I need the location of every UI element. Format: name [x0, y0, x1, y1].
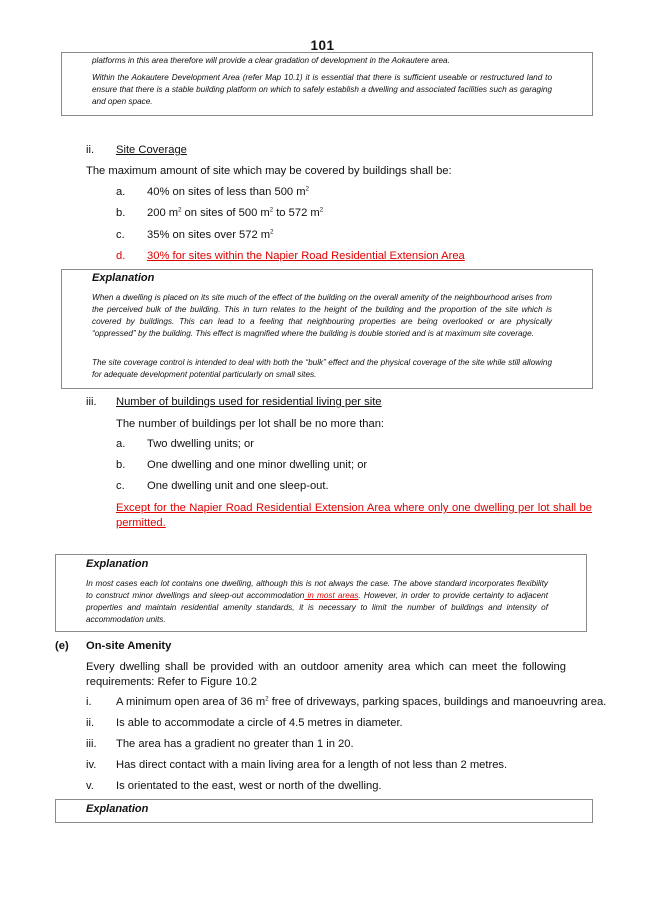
top-box-paragraph-1: platforms in this area therefore will provide a clear gradation of development in the Aokautere area. [92, 56, 450, 65]
buildings-intro: The number of buildings per lot shall be no more than: [116, 418, 385, 430]
site-coverage-intro: The maximum amount of site which may be covered by buildings shall be: [86, 165, 452, 177]
coverage-item-b: 200 $m^2$ on sites of 500 $m^2$ to 572 $m^2$ [147, 207, 324, 219]
page-number: 101 [310, 38, 335, 53]
coverage-item-label: d. [116, 250, 126, 262]
amenity-item-label: i. [86, 696, 92, 708]
buildings-item-label: b. [116, 459, 126, 471]
coverage-item-c: 35% on sites over 572 $m^2$ [147, 229, 274, 241]
amenity-item-label: iv. [86, 759, 97, 771]
explanation-3-heading: Explanation [86, 803, 149, 815]
explanation-1-paragraph-1: When a dwelling is placed on its site much of the effect of the building on the overall amenity of the neighbourhood arises from the perceived bulk of the building. This in turn relates to the height of the building and the proportion of the site which is covered by buildings. This can lead to a feeling that neighbouring properties are being overlooked or are physically “oppressed” by the building. This effect is magnified where the building is double storied and is at maximum site coverage. [92, 293, 552, 338]
coverage-item-a: 40% on sites of less than 500 $m^2$ [147, 186, 309, 198]
explanation-2-heading: Explanation [86, 558, 149, 570]
coverage-item-label: b. [116, 207, 126, 219]
buildings-item-label: a. [116, 438, 126, 450]
amenity-intro: Every dwelling shall be provided with an outdoor amenity area which can meet the following requirements: Refer to Figure 10.2 [86, 661, 566, 688]
explanation-1-heading: Explanation [92, 272, 155, 284]
buildings-item-c: One dwelling unit and one sleep-out. [147, 480, 329, 492]
amenity-item-i: A minimum open area of 36 $m^2$ free of driveways, parking spaces, buildings and manoeuvring area. [116, 696, 607, 708]
buildings-numeral: iii. [86, 396, 97, 408]
site-coverage-numeral: ii. [86, 144, 95, 156]
site-coverage-heading: Site Coverage [116, 144, 187, 156]
amenity-item-label: ii. [86, 717, 95, 729]
coverage-item-label: a. [116, 186, 126, 198]
amenity-item-v: Is orientated to the east, west or north of the dwelling. [116, 780, 382, 792]
amenity-heading: On-site Amenity [86, 640, 172, 652]
amenity-label: (e) [55, 640, 69, 652]
buildings-item-b: One dwelling and one minor dwelling unit; or [147, 459, 368, 471]
amenity-item-label: v. [86, 780, 94, 792]
coverage-item-label: c. [116, 229, 125, 241]
buildings-item-a: Two dwelling units; or [147, 438, 254, 450]
buildings-item-label: c. [116, 480, 125, 492]
amenity-item-iv: Has direct contact with a main living area for a length of not less than 2 metres. [116, 759, 508, 771]
explanation-2-paragraph: In most cases each lot contains one dwelling, although this is not always the case. The above standard incorporates flexibility to construct minor dwellings and sleep-out accommodation in most areas. However, in order to provide certainty to adjacent properties and maintain residential amenity standards, it is necessary to limit the number of buildings and intensity of accommodation units. [86, 579, 549, 624]
explanation-1-paragraph-2: The site coverage control is intended to deal with both the “bulk” effect and the physical coverage of the site while still allowing for adequate development potential particularly on small sites. [92, 358, 552, 379]
coverage-item-d: 30% for sites within the Napier Road Residential Extension Area [147, 250, 465, 262]
buildings-heading: Number of buildings used for residential living per site [116, 396, 382, 408]
top-box-paragraph-2: Within the Aokautere Development Area (refer Map 10.1) it is essential that there is sufficient useable or restructured land to ensure that there is a stable building platform on which to safely establish a dwelling and associated facilities such as garaging and open space. [92, 73, 552, 106]
buildings-exception: Except for the Napier Road Residential Extension Area where only one dwelling per lot shall be permitted. [116, 502, 592, 529]
amenity-item-label: iii. [86, 738, 97, 750]
amenity-item-iii: The area has a gradient no greater than 1 in 20. [116, 738, 354, 750]
amenity-item-ii: Is able to accommodate a circle of 4.5 metres in diameter. [116, 717, 403, 729]
